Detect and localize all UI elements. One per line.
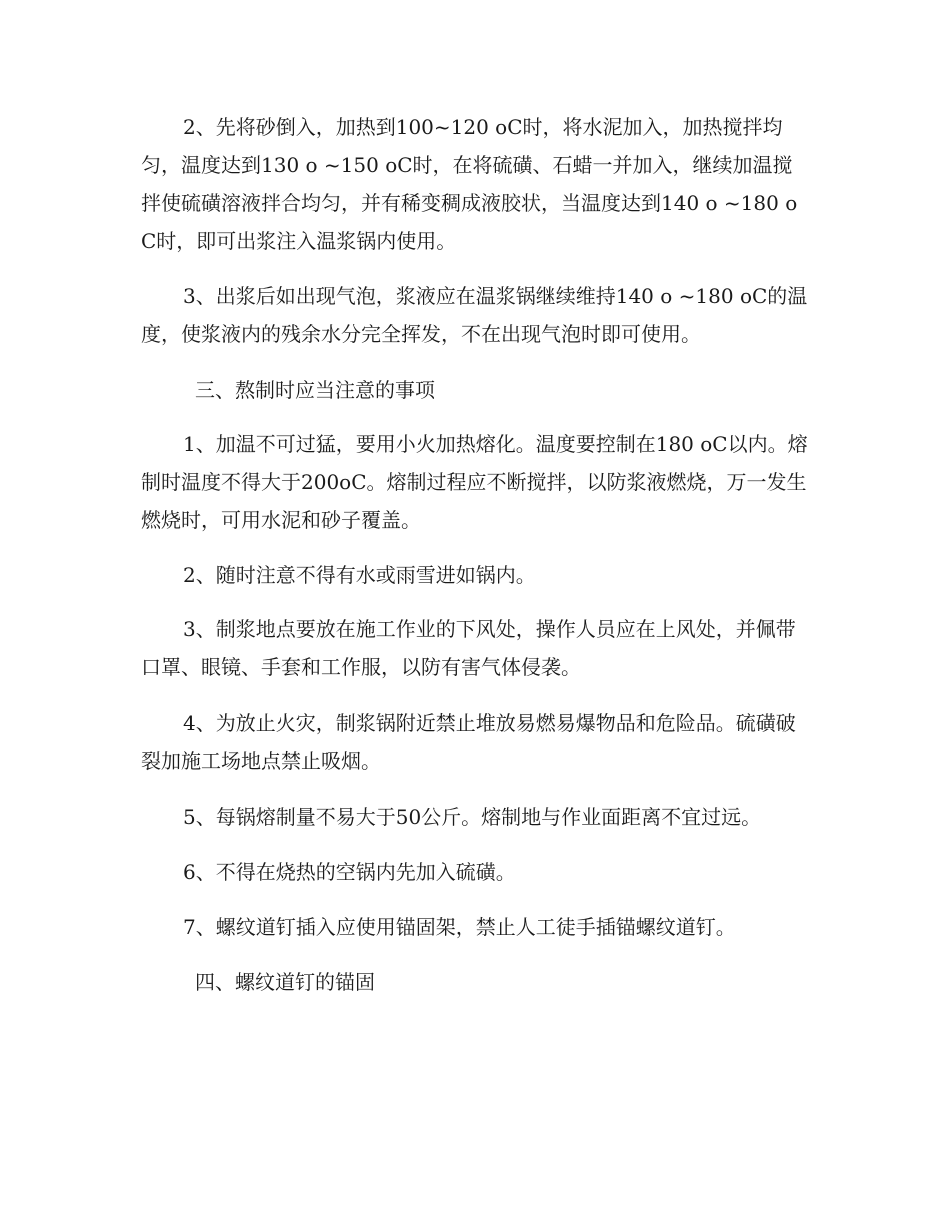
- paragraph-precaution-5: 5、每锅熔制量不易大于50公斤。熔制地与作业面距离不宜过远。: [183, 805, 762, 829]
- section-heading-anchoring: 四、螺纹道钉的锚固: [195, 970, 375, 994]
- document-body: [141, 108, 809, 1001]
- paragraph-precaution-4: 4、为放止火灾，制浆锅附近禁止堆放易燃易爆物品和危险品。硫磺破裂加施工场地点禁止吸烟。: [141, 711, 796, 773]
- paragraph-precaution-7: 7、螺纹道钉插入应使用锚固架，禁止人工徒手插锚螺纹道钉。: [183, 915, 736, 939]
- paragraph-precaution-2: 2、随时注意不得有水或雨雪进如锅内。: [183, 563, 536, 587]
- paragraph-heating-procedure: 2、先将砂倒入，加热到100~120 oC时，将水泥加入，加热搅拌均匀，温度达到130 o ~150 oC时，在将硫磺、石蜡一并加入，继续加温搅拌使硫磺溶液拌合均匀，并有稀变稠成液胶状，当温度达到140 o ~180 oC时，即可出浆注入温浆锅内使用。: [141, 115, 798, 253]
- paragraph-precaution-1: 1、加温不可过猛，要用小火加热熔化。温度要控制在180 oC以内。熔制时温度不得大于200oC。熔制过程应不断搅拌，以防浆液燃烧，万一发生燃烧时，可用水泥和砂子覆盖。: [141, 432, 808, 532]
- paragraph-bubbles: 3、出浆后如出现气泡，浆液应在温浆锅继续维持140 o ~180 oC的温度，使浆液内的残余水分完全挥发，不在出现气泡时即可使用。: [141, 284, 808, 346]
- paragraph-precaution-6: 6、不得在烧热的空锅内先加入硫磺。: [183, 860, 516, 884]
- paragraph-precaution-3: 3、制浆地点要放在施工作业的下风处，操作人员应在上风处，并佩带口罩、眼镜、手套和工作服，以防有害气体侵袭。: [141, 617, 796, 679]
- section-heading-precautions: 三、熬制时应当注意的事项: [195, 378, 435, 402]
